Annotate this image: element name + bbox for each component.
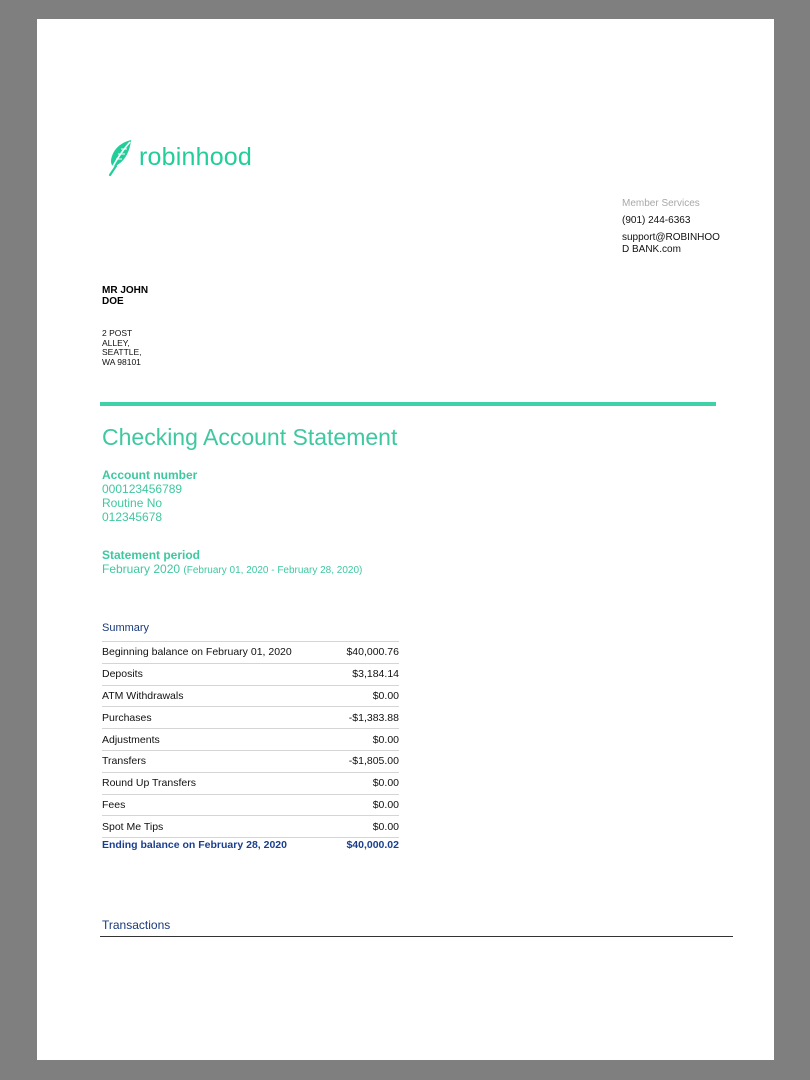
recipient-address: 2 POST ALLEY, SEATTLE, WA 98101 [102,328,142,367]
row-label: Deposits [102,663,335,685]
table-row [102,642,399,664]
table-row [102,816,399,838]
period-month: February 2020 [102,562,181,576]
member-services [622,198,732,256]
row-label: Round Up Transfers [102,772,335,794]
account-number: 000123456789 [102,482,183,496]
row-value: $40,000.76 [335,642,399,664]
statement-page [37,19,774,1060]
summary-table [102,641,399,853]
member-services-label: Member Services [622,198,700,209]
row-label: Fees [102,794,335,816]
member-services-phone: (901) 244-6363 [622,215,691,226]
row-value: $0.00 [335,685,399,707]
row-label: Transfers [102,750,335,772]
header-divider [100,402,716,406]
table-row [102,663,399,685]
table-row [102,794,399,816]
row-label: Spot Me Tips [102,816,335,838]
member-services-email: support@ROBINHOOD BANK.com [622,232,720,255]
ending-balance-value: $40,000.02 [335,838,399,854]
row-value: $0.00 [335,816,399,838]
feather-icon [105,137,135,177]
logo-wordmark: robinhood [139,142,253,171]
row-label: Adjustments [102,729,335,751]
row-value: $0.00 [335,794,399,816]
row-value: $0.00 [335,729,399,751]
row-label: ATM Withdrawals [102,685,335,707]
summary-section [102,622,399,853]
table-row [102,729,399,751]
row-value: -$1,805.00 [335,750,399,772]
period-label: Statement period [102,548,201,562]
table-row [102,772,399,794]
recipient-block [102,285,172,367]
summary-title: Summary [102,622,150,634]
table-row [102,685,399,707]
row-value: $3,184.14 [335,663,399,685]
ending-balance-row [102,838,399,854]
ending-balance-label: Ending balance on February 28, 2020 [102,838,335,854]
statement-period [102,548,362,578]
row-label: Beginning balance on February 01, 2020 [102,642,335,664]
robinhood-logo [105,137,252,177]
row-label: Purchases [102,707,335,729]
transactions-title: Transactions [102,918,171,932]
transactions-divider [100,936,733,937]
account-info [102,468,197,524]
row-value: $0.00 [335,772,399,794]
period-range: (February 01, 2020 - February 28, 2020) [183,565,363,576]
routing-label: Routine No [102,496,163,510]
table-row [102,707,399,729]
recipient-name: MR JOHN DOE [102,285,149,307]
account-number-label: Account number [102,468,198,482]
routing-number: 012345678 [102,510,163,524]
table-row [102,750,399,772]
row-value: -$1,383.88 [335,707,399,729]
page-title: Checking Account Statement [102,424,398,450]
